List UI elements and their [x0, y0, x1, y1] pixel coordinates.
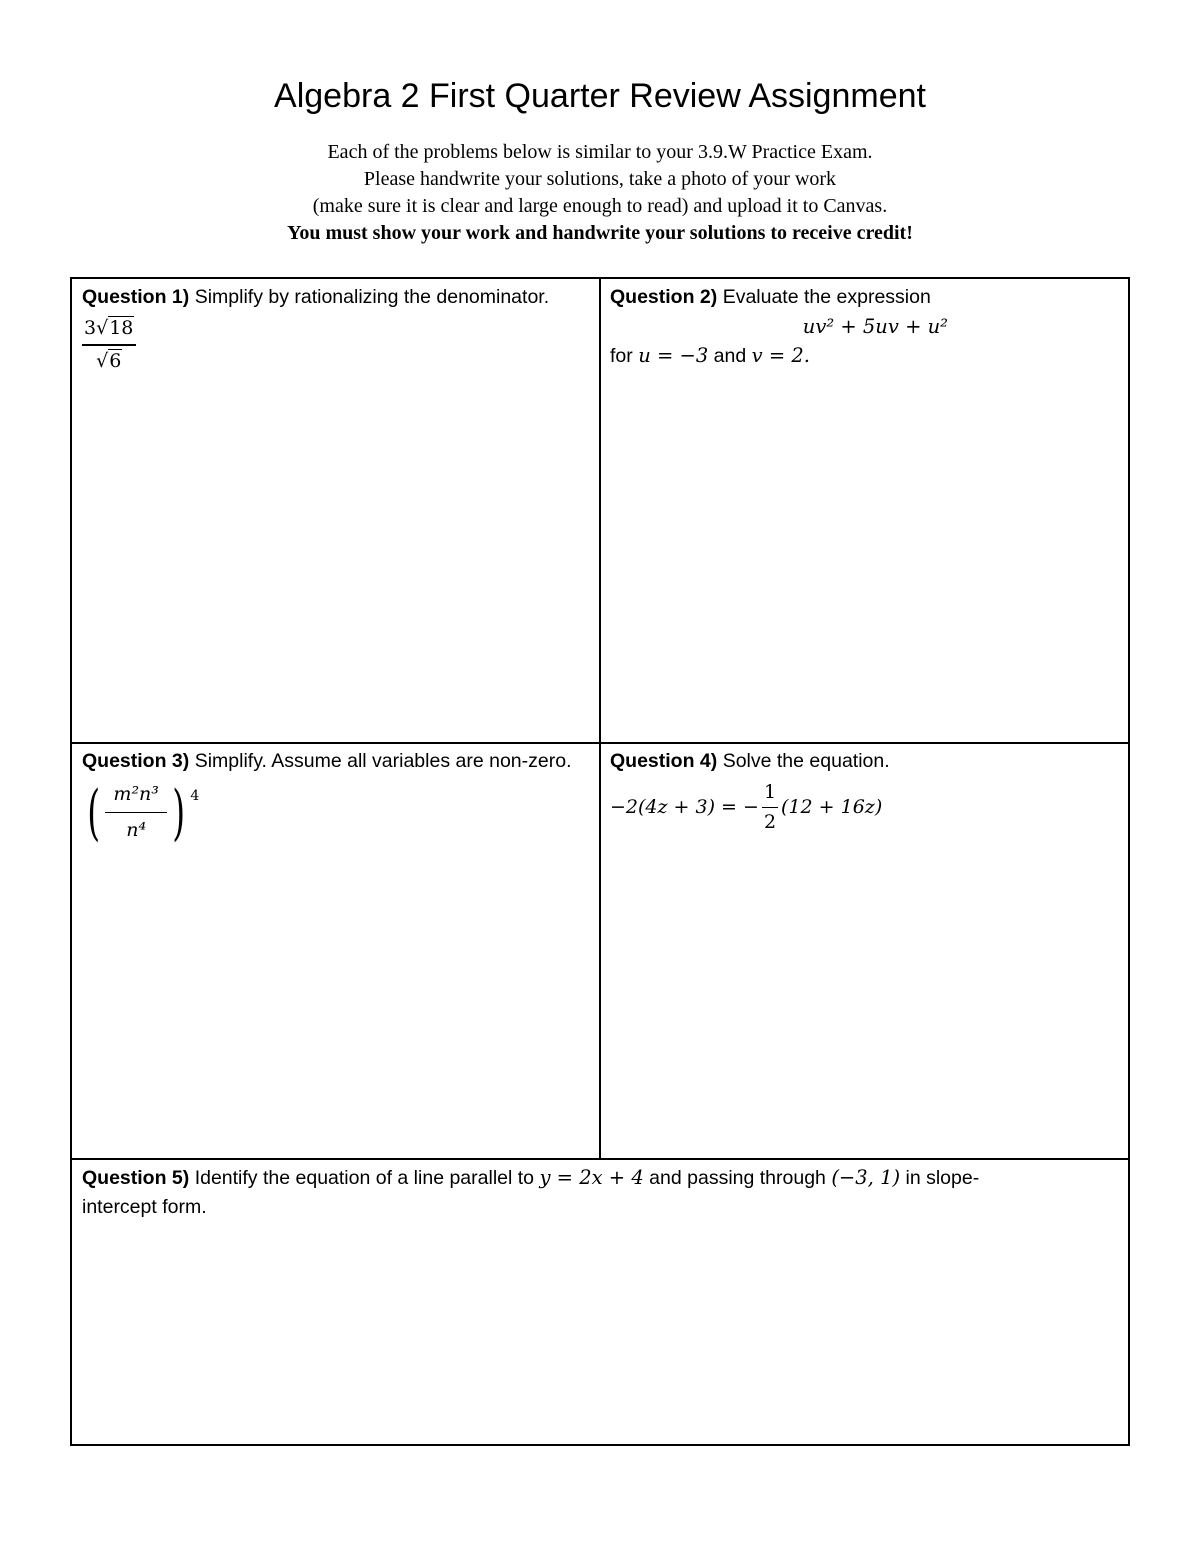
question-4-box [600, 743, 1128, 1159]
question-2-condition: for u = −3 and v = 2. [610, 344, 810, 367]
question-5-point: (−3, 1) [831, 1166, 901, 1189]
question-2-v-value: v = 2. [751, 344, 810, 367]
question-2-box [600, 279, 1128, 743]
question-1-box [72, 279, 600, 743]
instruction-line-4: You must show your work and handwrite your solutions to receive credit! [287, 222, 913, 244]
question-1-fraction [82, 314, 136, 376]
question-4-left-side: −2(4z + 3) = − [610, 796, 759, 818]
question-3-outer-exponent: 4 [190, 788, 200, 804]
question-4-right-side: (12 + 16z) [781, 796, 883, 818]
question-1-numerator: 3√18 [82, 314, 136, 346]
question-1-prompt: Simplify by rationalizing the denominator. [194, 286, 550, 308]
question-4-label: Question 4) [610, 750, 718, 772]
question-5-line-equation: y = 2x + 4 [539, 1166, 644, 1189]
question-2-prompt: Evaluate the expression [722, 286, 931, 308]
question-5-box [72, 1159, 1128, 1444]
question-3-expression [82, 777, 200, 848]
question-3-numerator: m²n³ [105, 780, 167, 813]
question-1-label: Question 1) [82, 286, 190, 308]
question-3-box [72, 743, 600, 1159]
question-4-half-fraction: $\frac{1}{2}$ [762, 778, 778, 837]
left-paren: ( [87, 777, 101, 848]
question-2-text [610, 283, 1118, 312]
question-1-text [82, 283, 590, 312]
right-paren: ) [172, 777, 186, 848]
question-4-text [610, 747, 1118, 776]
question-2-label: Question 2) [610, 286, 718, 308]
instruction-line-3: (make sure it is clear and large enough to read) and upload it to Canvas. [312, 195, 888, 217]
question-3-label: Question 3) [82, 750, 190, 772]
question-3-prompt: Simplify. Assume all variables are non-zero. [194, 750, 572, 772]
question-2-u-value: u = −3 [638, 344, 709, 367]
instruction-line-1: Each of the problems below is similar to your 3.9.W Practice Exam. [327, 141, 873, 163]
question-4-equation [610, 778, 882, 837]
instruction-line-2: Please handwrite your solutions, take a photo of your work [363, 168, 837, 190]
question-1-denominator: √6 [96, 350, 122, 372]
question-3-denominator: n⁴ [126, 819, 147, 841]
question-4-prompt: Solve the equation. [722, 750, 890, 772]
question-2-expression: uv² + 5uv + u² [802, 315, 948, 338]
question-grid [70, 277, 1130, 1446]
instructions [0, 139, 1200, 247]
question-5-label: Question 5) [82, 1167, 190, 1189]
question-5-text: Question 5) Identify the equation of a line parallel to y = 2x + 4 and passing through (−3, 1) in slope-intercept form. [82, 1166, 980, 1218]
page-title: Algebra 2 First Quarter Review Assignment [274, 77, 926, 115]
question-3-fraction [105, 780, 167, 845]
question-3-text [82, 747, 590, 776]
